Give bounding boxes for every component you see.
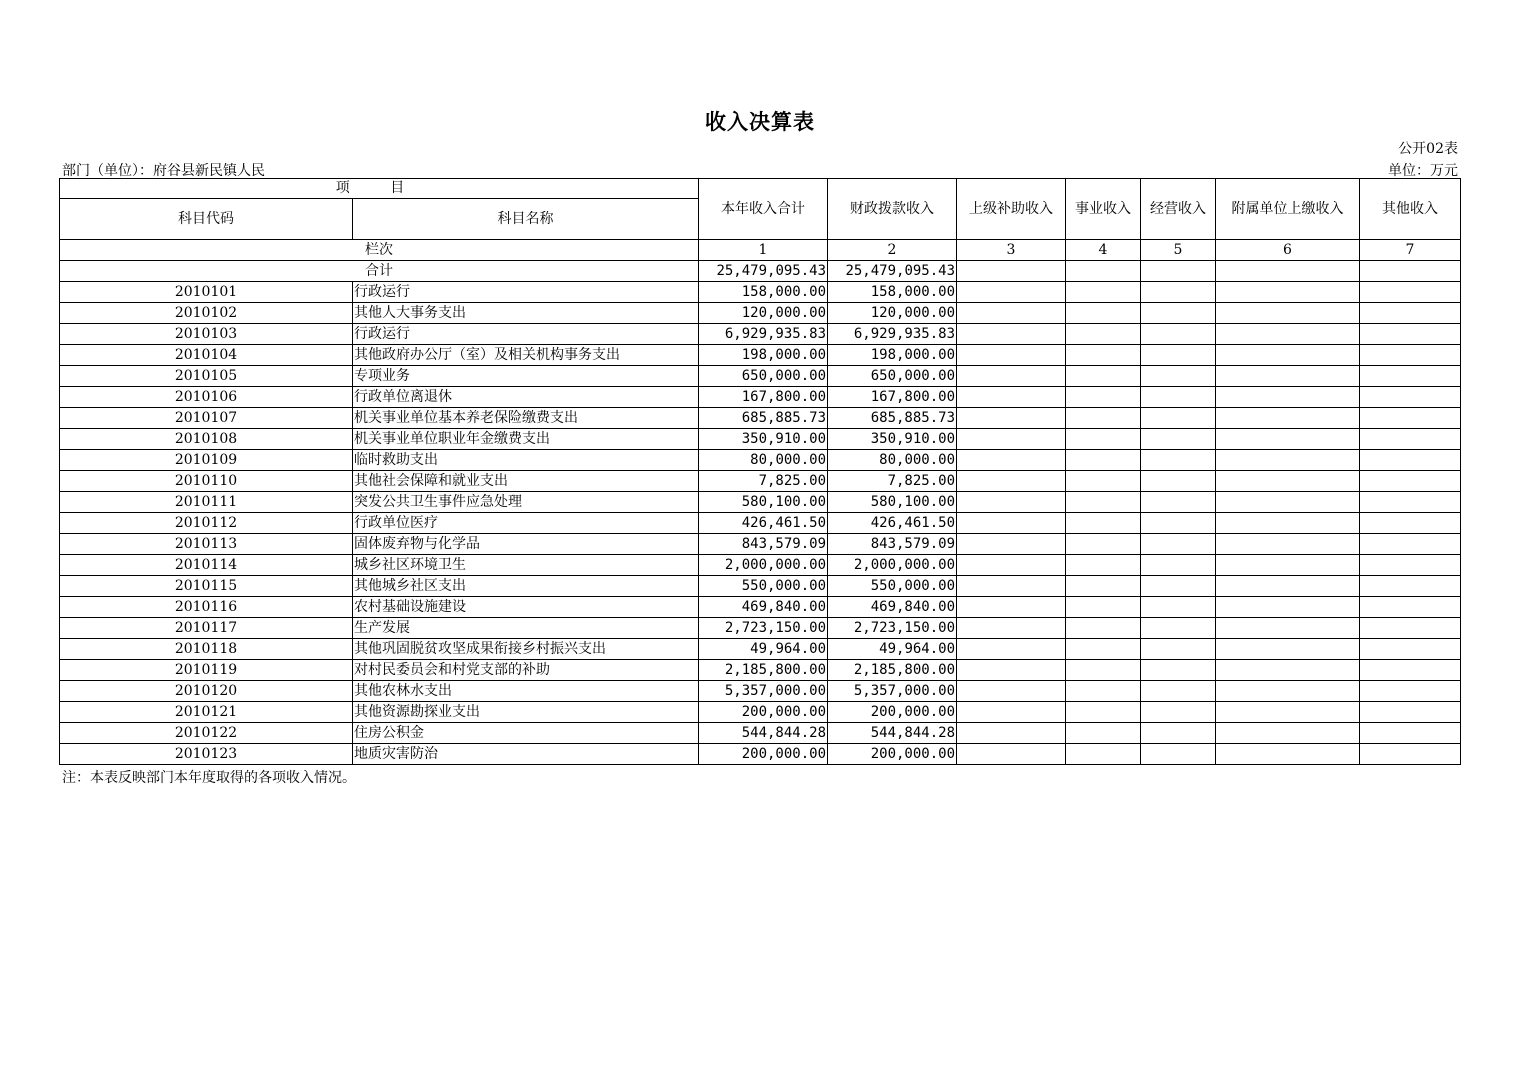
empty-cell xyxy=(1066,366,1141,387)
row-name: 行政运行 xyxy=(353,282,699,303)
row-code: 2010103 xyxy=(60,324,353,345)
empty-cell xyxy=(1360,324,1461,345)
empty-cell xyxy=(1216,471,1360,492)
col-header-affiliated-income: 附属单位上缴收入 xyxy=(1216,179,1360,240)
empty-cell xyxy=(1141,282,1216,303)
row-income-total: 426,461.50 xyxy=(699,513,828,534)
row-income-total: 685,885.73 xyxy=(699,408,828,429)
empty-cell xyxy=(1066,597,1141,618)
empty-cell xyxy=(1216,744,1360,765)
table-row xyxy=(60,303,1461,324)
row-income-total: 580,100.00 xyxy=(699,492,828,513)
row-fiscal: 469,840.00 xyxy=(828,597,957,618)
empty-cell xyxy=(1066,534,1141,555)
empty-cell xyxy=(957,345,1066,366)
row-code: 2010118 xyxy=(60,639,353,660)
empty-cell xyxy=(1141,471,1216,492)
empty-cell xyxy=(1141,450,1216,471)
empty-cell xyxy=(1360,366,1461,387)
empty-cell xyxy=(957,387,1066,408)
col-header-other-income: 其他收入 xyxy=(1360,179,1461,240)
row-name: 机关事业单位职业年金缴费支出 xyxy=(353,429,699,450)
row-name: 其他社会保障和就业支出 xyxy=(353,471,699,492)
empty-cell xyxy=(1216,597,1360,618)
table-row xyxy=(60,471,1461,492)
row-fiscal: 685,885.73 xyxy=(828,408,957,429)
seq-num: 1 xyxy=(699,240,828,261)
col-header-superior-subsidy: 上级补助收入 xyxy=(957,179,1066,240)
row-income-total: 5,357,000.00 xyxy=(699,681,828,702)
row-name: 其他农林水支出 xyxy=(353,681,699,702)
seq-num: 3 xyxy=(957,240,1066,261)
seq-num: 4 xyxy=(1066,240,1141,261)
empty-cell xyxy=(1216,555,1360,576)
total-income-total: 25,479,095.43 xyxy=(699,261,828,282)
empty-cell xyxy=(1141,492,1216,513)
empty-cell xyxy=(1066,744,1141,765)
empty-cell xyxy=(1360,597,1461,618)
empty-cell xyxy=(957,366,1066,387)
row-income-total: 650,000.00 xyxy=(699,366,828,387)
table-row xyxy=(60,723,1461,744)
seq-num: 7 xyxy=(1360,240,1461,261)
row-code: 2010119 xyxy=(60,660,353,681)
empty-cell xyxy=(1360,492,1461,513)
row-code: 2010105 xyxy=(60,366,353,387)
row-name: 行政运行 xyxy=(353,324,699,345)
empty-cell xyxy=(1141,723,1216,744)
empty-cell xyxy=(957,324,1066,345)
row-name: 其他城乡社区支出 xyxy=(353,576,699,597)
row-income-total: 6,929,935.83 xyxy=(699,324,828,345)
empty-cell xyxy=(1141,324,1216,345)
table-note: 注：本表反映部门本年度取得的各项收入情况。 xyxy=(62,770,356,786)
department-label: 部门（单位）：府谷县新民镇人民 xyxy=(62,163,265,179)
row-fiscal: 350,910.00 xyxy=(828,429,957,450)
row-code: 2010104 xyxy=(60,345,353,366)
row-name: 其他巩固脱贫攻坚成果衔接乡村振兴支出 xyxy=(353,639,699,660)
empty-cell xyxy=(1066,429,1141,450)
empty-cell xyxy=(1066,303,1141,324)
empty-cell xyxy=(1360,639,1461,660)
empty-cell xyxy=(957,681,1066,702)
row-fiscal: 6,929,935.83 xyxy=(828,324,957,345)
row-income-total: 843,579.09 xyxy=(699,534,828,555)
table-row xyxy=(60,492,1461,513)
empty-cell xyxy=(1066,408,1141,429)
table-row xyxy=(60,408,1461,429)
row-income-total: 2,185,800.00 xyxy=(699,660,828,681)
empty-cell xyxy=(1066,681,1141,702)
table-row xyxy=(60,534,1461,555)
row-income-total: 2,723,150.00 xyxy=(699,618,828,639)
empty-cell xyxy=(1360,429,1461,450)
row-name: 其他资源勘探业支出 xyxy=(353,702,699,723)
empty-cell xyxy=(1066,555,1141,576)
empty-cell xyxy=(1066,702,1141,723)
empty-cell xyxy=(1141,513,1216,534)
row-name: 生产发展 xyxy=(353,618,699,639)
empty-cell xyxy=(1360,471,1461,492)
row-income-total: 167,800.00 xyxy=(699,387,828,408)
empty-cell xyxy=(1360,513,1461,534)
empty-cell xyxy=(957,282,1066,303)
empty-cell xyxy=(1360,660,1461,681)
empty-cell xyxy=(1216,450,1360,471)
empty-cell xyxy=(1216,513,1360,534)
empty-cell xyxy=(1216,324,1360,345)
empty-cell xyxy=(1141,366,1216,387)
col-header-name: 科目名称 xyxy=(353,199,699,240)
row-code: 2010116 xyxy=(60,597,353,618)
row-code: 2010117 xyxy=(60,618,353,639)
row-code: 2010114 xyxy=(60,555,353,576)
seq-row xyxy=(60,240,1461,261)
empty-cell xyxy=(1216,345,1360,366)
table-row xyxy=(60,513,1461,534)
table-row xyxy=(60,429,1461,450)
empty-cell xyxy=(1360,345,1461,366)
row-name: 住房公积金 xyxy=(353,723,699,744)
row-name: 对村民委员会和村党支部的补助 xyxy=(353,660,699,681)
table-row xyxy=(60,744,1461,765)
row-income-total: 198,000.00 xyxy=(699,345,828,366)
empty-cell xyxy=(1141,576,1216,597)
empty-cell xyxy=(957,744,1066,765)
row-name: 机关事业单位基本养老保险缴费支出 xyxy=(353,408,699,429)
row-name: 行政单位医疗 xyxy=(353,513,699,534)
seq-num: 2 xyxy=(828,240,957,261)
empty-cell xyxy=(1360,555,1461,576)
row-name: 其他人大事务支出 xyxy=(353,303,699,324)
row-fiscal: 49,964.00 xyxy=(828,639,957,660)
table-row xyxy=(60,681,1461,702)
empty-cell xyxy=(957,492,1066,513)
empty-cell xyxy=(1360,282,1461,303)
row-income-total: 49,964.00 xyxy=(699,639,828,660)
table-row xyxy=(60,387,1461,408)
empty-cell xyxy=(1216,576,1360,597)
empty-cell xyxy=(957,660,1066,681)
empty-cell xyxy=(1066,261,1141,282)
row-income-total: 200,000.00 xyxy=(699,744,828,765)
empty-cell xyxy=(957,429,1066,450)
unit-label: 单位：万元 xyxy=(1388,163,1458,179)
empty-cell xyxy=(1216,282,1360,303)
empty-cell xyxy=(957,576,1066,597)
table-row xyxy=(60,450,1461,471)
empty-cell xyxy=(1360,576,1461,597)
row-income-total: 469,840.00 xyxy=(699,597,828,618)
empty-cell xyxy=(1066,492,1141,513)
row-name: 专项业务 xyxy=(353,366,699,387)
row-fiscal: 198,000.00 xyxy=(828,345,957,366)
empty-cell xyxy=(957,513,1066,534)
table-row xyxy=(60,282,1461,303)
report-title: 收入决算表 xyxy=(705,110,815,134)
empty-cell xyxy=(1360,681,1461,702)
empty-cell xyxy=(1141,639,1216,660)
empty-cell xyxy=(957,471,1066,492)
row-code: 2010110 xyxy=(60,471,353,492)
empty-cell xyxy=(957,723,1066,744)
row-name: 地质灾害防治 xyxy=(353,744,699,765)
row-income-total: 550,000.00 xyxy=(699,576,828,597)
empty-cell xyxy=(957,555,1066,576)
form-number: 公开02表 xyxy=(1398,141,1458,157)
row-code: 2010108 xyxy=(60,429,353,450)
empty-cell xyxy=(1141,702,1216,723)
row-fiscal: 7,825.00 xyxy=(828,471,957,492)
col-header-income-total: 本年收入合计 xyxy=(699,179,828,240)
empty-cell xyxy=(1216,660,1360,681)
row-code: 2010122 xyxy=(60,723,353,744)
row-name: 其他政府办公厅（室）及相关机构事务支出 xyxy=(353,345,699,366)
table-row xyxy=(60,660,1461,681)
row-fiscal: 550,000.00 xyxy=(828,576,957,597)
empty-cell xyxy=(1141,387,1216,408)
empty-cell xyxy=(957,261,1066,282)
empty-cell xyxy=(1360,450,1461,471)
row-name: 临时救助支出 xyxy=(353,450,699,471)
row-income-total: 2,000,000.00 xyxy=(699,555,828,576)
row-fiscal: 80,000.00 xyxy=(828,450,957,471)
row-code: 2010102 xyxy=(60,303,353,324)
total-row xyxy=(60,261,1461,282)
empty-cell xyxy=(1360,618,1461,639)
row-income-total: 544,844.28 xyxy=(699,723,828,744)
empty-cell xyxy=(1066,639,1141,660)
empty-cell xyxy=(1066,324,1141,345)
empty-cell xyxy=(1141,618,1216,639)
empty-cell xyxy=(1216,303,1360,324)
row-fiscal: 5,357,000.00 xyxy=(828,681,957,702)
income-table xyxy=(59,178,1461,765)
empty-cell xyxy=(957,408,1066,429)
empty-cell xyxy=(1141,681,1216,702)
empty-cell xyxy=(1360,744,1461,765)
col-header-code: 科目代码 xyxy=(60,199,353,240)
empty-cell xyxy=(1066,576,1141,597)
empty-cell xyxy=(1216,681,1360,702)
table-row xyxy=(60,702,1461,723)
empty-cell xyxy=(957,450,1066,471)
table-row xyxy=(60,576,1461,597)
row-fiscal: 426,461.50 xyxy=(828,513,957,534)
col-header-fiscal: 财政拨款收入 xyxy=(828,179,957,240)
col-header-operating-income: 经营收入 xyxy=(1141,179,1216,240)
empty-cell xyxy=(1216,408,1360,429)
empty-cell xyxy=(1360,261,1461,282)
empty-cell xyxy=(1216,639,1360,660)
empty-cell xyxy=(1216,723,1360,744)
empty-cell xyxy=(957,702,1066,723)
empty-cell xyxy=(1360,303,1461,324)
empty-cell xyxy=(957,303,1066,324)
empty-cell xyxy=(1216,534,1360,555)
seq-label: 栏次 xyxy=(60,240,699,261)
row-fiscal: 650,000.00 xyxy=(828,366,957,387)
row-code: 2010120 xyxy=(60,681,353,702)
empty-cell xyxy=(1066,723,1141,744)
row-code: 2010121 xyxy=(60,702,353,723)
empty-cell xyxy=(1066,618,1141,639)
row-code: 2010106 xyxy=(60,387,353,408)
row-name: 行政单位离退休 xyxy=(353,387,699,408)
empty-cell xyxy=(1216,702,1360,723)
header-row-project xyxy=(60,179,1461,199)
col-header-business-income: 事业收入 xyxy=(1066,179,1141,240)
empty-cell xyxy=(1066,660,1141,681)
empty-cell xyxy=(1216,429,1360,450)
empty-cell xyxy=(1216,366,1360,387)
empty-cell xyxy=(1360,534,1461,555)
row-fiscal: 167,800.00 xyxy=(828,387,957,408)
row-fiscal: 2,000,000.00 xyxy=(828,555,957,576)
row-name: 农村基础设施建设 xyxy=(353,597,699,618)
row-income-total: 120,000.00 xyxy=(699,303,828,324)
empty-cell xyxy=(1360,387,1461,408)
row-income-total: 350,910.00 xyxy=(699,429,828,450)
row-fiscal: 580,100.00 xyxy=(828,492,957,513)
empty-cell xyxy=(1141,744,1216,765)
row-fiscal: 200,000.00 xyxy=(828,702,957,723)
empty-cell xyxy=(1141,303,1216,324)
table-row xyxy=(60,324,1461,345)
empty-cell xyxy=(1216,261,1360,282)
row-name: 突发公共卫生事件应急处理 xyxy=(353,492,699,513)
empty-cell xyxy=(1141,345,1216,366)
row-fiscal: 843,579.09 xyxy=(828,534,957,555)
table-row xyxy=(60,555,1461,576)
empty-cell xyxy=(1360,702,1461,723)
empty-cell xyxy=(1141,408,1216,429)
empty-cell xyxy=(1141,660,1216,681)
empty-cell xyxy=(957,618,1066,639)
total-fiscal: 25,479,095.43 xyxy=(828,261,957,282)
row-fiscal: 544,844.28 xyxy=(828,723,957,744)
row-code: 2010112 xyxy=(60,513,353,534)
empty-cell xyxy=(1141,429,1216,450)
row-fiscal: 120,000.00 xyxy=(828,303,957,324)
row-code: 2010107 xyxy=(60,408,353,429)
row-code: 2010123 xyxy=(60,744,353,765)
seq-num: 6 xyxy=(1216,240,1360,261)
empty-cell xyxy=(957,597,1066,618)
table-row xyxy=(60,639,1461,660)
row-name: 城乡社区环境卫生 xyxy=(353,555,699,576)
empty-cell xyxy=(1141,555,1216,576)
row-fiscal: 158,000.00 xyxy=(828,282,957,303)
row-fiscal: 200,000.00 xyxy=(828,744,957,765)
row-income-total: 7,825.00 xyxy=(699,471,828,492)
empty-cell xyxy=(1216,387,1360,408)
empty-cell xyxy=(1066,513,1141,534)
total-label: 合计 xyxy=(60,261,699,282)
empty-cell xyxy=(1141,597,1216,618)
row-code: 2010111 xyxy=(60,492,353,513)
row-code: 2010109 xyxy=(60,450,353,471)
row-fiscal: 2,723,150.00 xyxy=(828,618,957,639)
empty-cell xyxy=(1360,723,1461,744)
table-row xyxy=(60,366,1461,387)
empty-cell xyxy=(1141,261,1216,282)
row-income-total: 80,000.00 xyxy=(699,450,828,471)
empty-cell xyxy=(1066,282,1141,303)
empty-cell xyxy=(1216,492,1360,513)
empty-cell xyxy=(1066,387,1141,408)
row-code: 2010101 xyxy=(60,282,353,303)
empty-cell xyxy=(1066,450,1141,471)
row-name: 固体废弃物与化学品 xyxy=(353,534,699,555)
seq-num: 5 xyxy=(1141,240,1216,261)
empty-cell xyxy=(1066,345,1141,366)
empty-cell xyxy=(957,639,1066,660)
row-income-total: 200,000.00 xyxy=(699,702,828,723)
row-income-total: 158,000.00 xyxy=(699,282,828,303)
table-row xyxy=(60,597,1461,618)
empty-cell xyxy=(1360,408,1461,429)
row-fiscal: 2,185,800.00 xyxy=(828,660,957,681)
table-row xyxy=(60,345,1461,366)
empty-cell xyxy=(1216,618,1360,639)
empty-cell xyxy=(1066,471,1141,492)
table-row xyxy=(60,618,1461,639)
empty-cell xyxy=(957,534,1066,555)
row-code: 2010113 xyxy=(60,534,353,555)
row-code: 2010115 xyxy=(60,576,353,597)
empty-cell xyxy=(1141,534,1216,555)
project-header: 项 目 xyxy=(60,179,699,199)
